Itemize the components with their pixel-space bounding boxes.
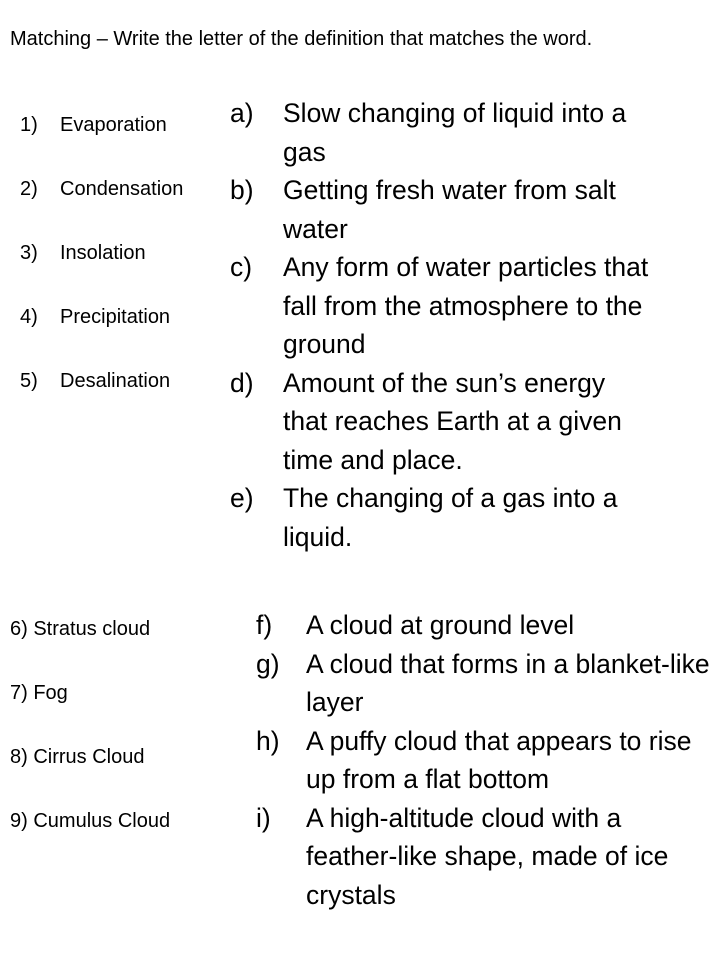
definition-item <box>230 248 650 364</box>
definition-item <box>230 364 650 480</box>
definition-text: Amount of the sun’s energy that reaches Earth at a given time and place. <box>283 367 622 475</box>
definition-letter: e) <box>230 483 254 513</box>
definition-item <box>256 645 716 722</box>
definition-item <box>230 171 650 248</box>
definition-text: The changing of a gas into a liquid. <box>283 483 618 552</box>
word-label: Precipitation <box>60 306 171 328</box>
definition-item <box>230 479 650 556</box>
definition-letter: f) <box>256 610 273 640</box>
word-label: Condensation <box>60 178 184 200</box>
word-item <box>20 113 183 177</box>
definition-letter: b) <box>230 175 254 205</box>
definition-letter: g) <box>256 648 280 679</box>
word-item <box>20 369 183 433</box>
word-label: Desalination <box>60 370 171 392</box>
definition-text: Slow changing of liquid into a gas <box>283 98 627 167</box>
word-item: 7) Fog <box>10 682 68 704</box>
definition-text: A high-altitude cloud with a feather-like shape, made of ice crystals <box>306 802 669 910</box>
word-item <box>20 305 183 369</box>
definition-item <box>256 722 716 799</box>
word-number: 2) <box>20 178 38 200</box>
word-item: 8) Cirrus Cloud <box>10 746 145 768</box>
word-item: 6) Stratus cloud <box>10 618 151 640</box>
definition-list-1 <box>230 94 650 556</box>
definition-item <box>256 799 716 915</box>
definition-letter: d) <box>230 367 254 398</box>
word-label: Evaporation <box>60 114 167 136</box>
definition-list-2 <box>256 606 716 914</box>
definition-letter: c) <box>230 252 253 282</box>
word-label: Insolation <box>60 242 146 264</box>
word-list-2 <box>10 617 170 873</box>
word-number: 5) <box>20 370 38 392</box>
word-number: 3) <box>20 242 38 264</box>
definition-letter: i) <box>256 802 271 833</box>
definition-item <box>230 94 650 171</box>
definition-text: Any form of water particles that fall from the atmosphere to the ground <box>283 252 649 359</box>
word-list-1 <box>20 113 183 433</box>
word-item <box>20 177 183 241</box>
word-item: 9) Cumulus Cloud <box>10 810 171 832</box>
definition-text: A cloud at ground level <box>306 610 575 640</box>
definition-text: A puffy cloud that appears to rise up from a flat bottom <box>306 725 692 794</box>
word-item <box>20 241 183 305</box>
definition-text: A cloud that forms in a blanket-like layer <box>306 648 710 717</box>
definition-text: Getting fresh water from salt water <box>283 175 616 244</box>
definition-letter: h) <box>256 725 280 756</box>
word-number: 4) <box>20 306 38 328</box>
definition-item <box>256 606 716 645</box>
instructions: Matching – Write the letter of the definition that matches the word. <box>10 28 593 50</box>
word-number: 1) <box>20 114 38 136</box>
definition-letter: a) <box>230 98 254 128</box>
